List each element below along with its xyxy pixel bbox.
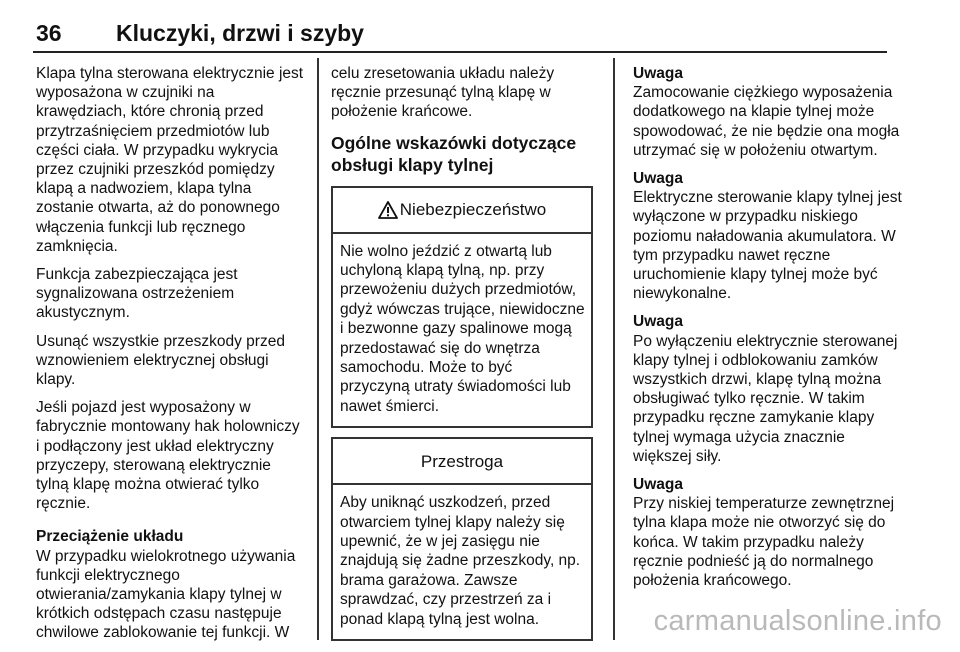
- subheading: Przeciążenie układu: [36, 528, 184, 546]
- caution-box-text: Aby uniknąć uszkodzeń, przed otwarciem tylnej klapy należy się upewnić, że w jej zasięgu nie znajdują się żadne przeszkody, np. brama garażowa. Zawsze sprawdzać, czy przestrzeń za i ponad klapą tylną jest wolna.: [340, 494, 581, 628]
- paragraph: Klapa tylna sterowana elektrycznie jest wyposażona w czujniki na krawędziach, które chronią przed przytrzaśnięciem przedmiotów lub części ciała. W przypadku wykrycia przez czujniki przeszkód pomiędzy klapą a nadwoziem, klapa tylna zostanie otwarta, aż do ponownego włączenia funkcji lub ręcznego zamknięcia.: [36, 65, 304, 255]
- danger-box-title: Niebezpieczeństwo: [399, 200, 547, 219]
- note-heading: Uwaga: [633, 476, 683, 494]
- header-rule: [33, 51, 887, 53]
- paragraph: Usunąć wszystkie przeszkody przed wznowieniem elektrycznej obsługi klapy.: [36, 332, 285, 389]
- column-middle: [331, 64, 593, 650]
- caution-box-header: [333, 439, 591, 485]
- paragraph: W przypadku wielokrotnego używania funkcji elektrycznego otwierania/zamykania klapy tylnej w krótkich odstępach czasu następuje chwilowe zablokowanie tej funkcji. W: [36, 547, 296, 642]
- paragraph: Funkcja zabezpieczająca jest sygnalizowana ostrzeżeniem akustycznym.: [36, 266, 238, 322]
- note: [633, 475, 903, 590]
- caution-box: [331, 437, 593, 641]
- note-text: Zamocowanie ciężkiego wyposażenia dodatkowego na klapie tylnej może spowodować, że nie będzie ona mogła utrzymać się w położeniu otwartym.: [633, 84, 900, 159]
- note-heading: Uwaga: [633, 313, 683, 331]
- note-text: Po wyłączeniu elektrycznie sterowanej klapy tylnej i odblokowaniu zamków wszystkich drzwi, klapę tylną można obsługiwać tylko ręcznie. W takim przypadku ręczne zamykanie klapy tylnej wymaga użycia znacznie większej siły.: [633, 332, 898, 465]
- page-title: Kluczyki, drzwi i szyby: [116, 20, 364, 46]
- danger-box-text: Nie wolno jeździć z otwartą lub uchyloną klapą tylną, np. przy przewożeniu dużych przedmiotów, gdyż wówczas trujące, niewidoczne i bezwonne gazy spalinowe mogą przedostawać się do wnętrza samochodu. Może to być przyczyną utraty świadomości lub nawet śmierci.: [340, 242, 585, 415]
- danger-box: [331, 186, 593, 429]
- section-heading: Ogólne wskazówki dotyczące obsługi klapy tylnej: [331, 132, 577, 175]
- note: [633, 169, 903, 303]
- column-divider: [613, 58, 615, 640]
- paragraph: Jeśli pojazd jest wyposażony w fabrycznie montowany hak holowniczy i podłączony jest układ elektryczny przyczepy, sterowaną elektrycznie tylną klapę można otwierać tylko ręcznie.: [36, 399, 300, 513]
- note-heading: Uwaga: [633, 170, 683, 188]
- note-text: Przy niskiej temperaturze zewnętrznej tylna klapa może nie otworzyć się do końca. W takim przypadku należy ręcznie podnieść ją do normalnego położenia krańcowego.: [633, 495, 895, 590]
- note: [633, 312, 903, 466]
- danger-box-header: [333, 188, 591, 234]
- column-divider: [317, 58, 319, 640]
- column-right: [633, 64, 903, 599]
- caution-box-title: Przestroga: [420, 451, 504, 471]
- note-text: Elektryczne sterowanie klapy tylnej jest wyłączone w przypadku niskiego poziomu naładowania akumulatora. W tym przypadku nawet ręczne uruchomienie klapy tylnej może być niewykonalne.: [633, 189, 902, 303]
- note-heading: Uwaga: [633, 65, 683, 82]
- page-number: 36: [36, 20, 62, 46]
- column-left: [36, 64, 306, 652]
- warning-triangle-icon: [378, 201, 398, 219]
- paragraph: celu zresetowania układu należy ręcznie przesunąć tylną klapę w położenie krańcowe.: [331, 65, 555, 121]
- watermark: carmanualsonline.info: [653, 605, 942, 637]
- note: [633, 64, 903, 160]
